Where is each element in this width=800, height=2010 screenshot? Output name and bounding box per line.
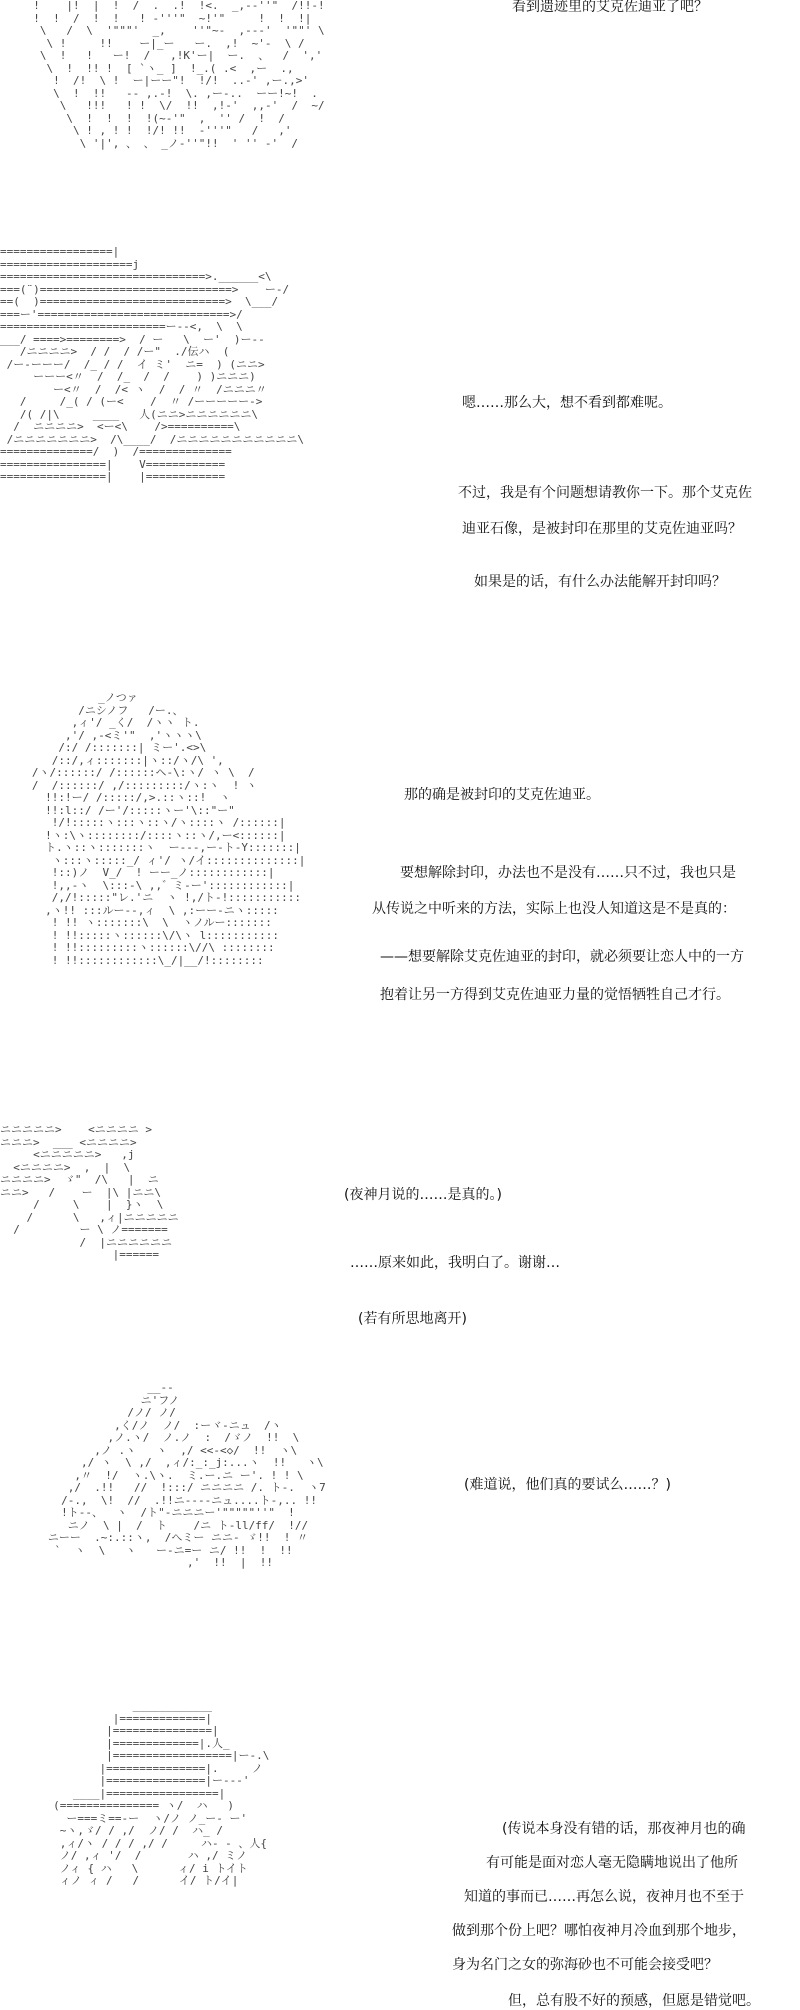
dialogue-line: 如果是的话，有什么办法能解开封印吗？ (474, 574, 726, 590)
dialogue-line: 看到遗迹里的艾克佐迪亚了吧？ (512, 0, 708, 15)
panel-2 (0, 246, 800, 666)
dialogue-line: 那的确是被封印的艾克佐迪亚。 (404, 787, 600, 803)
dialogue-line: 要想解除封印，办法也不是没有……只不过，我也只是 (400, 865, 736, 881)
dialogue-line: 从传说之中听来的方法，实际上也没人知道这是不是真的： (372, 901, 736, 917)
panel-4 (0, 1124, 800, 1364)
dialogue-line: 嗯……那么大，想不看到都难呢。 (462, 395, 672, 411)
ascii-art-figure: _ノつァ /ニシノフ /ー.、 ,ィ'/ _く/ /ヽヽ ト. ,'/ ,-<ミ'" ,'ヽヽヽ\ /:/ /:::::::| ミー'.<>\ /::/,ィ:::::::|ヽ::/ヽ/\ ', /ヽ/::::::/ /::::::ヘ-\:ヽ/ ヽ \ / / /::::::/ ,/:::::::::/ヽ:ヽ ! ヽ !!:!ー/ /:::::/,>.::ヽ::! ヽ !!:l::/ /ー'/:::::ヽー'\::"ー" !/!:::::ヽ:::ヽ::ヽ/ヽ::::ヽ /::::::| !ヽ:\ヽ::::::::/::::ヽ::ヽ/,ー<::::::| ト.ヽ::ヽ:::::::ヽ ー---,ー-ト-Y:::::::| ヽ:::ヽ:::::_/ ィ'/ ヽ/イ::::::::::::::| !::)ノ V_/ ! ーー_ノ::::::::::::| !,,-ヽ \:::-\ ,,゛ミ-ー'::::::::::::| /,/!:::::"レ.'ニ ヽ !,/ト-!::::::::::: ,ヽ!! :::ルー--,ィ \ ,:ーー-ニヽ::::: ! !! ヽ:::::::\ \ ヽノルー::::::: ! !!:::::ヽ::::::\/\ヽ l::::::::::: ! !!:::::::::ヽ::::::\//\ :::::::: ! !!::::::::::::\_/|__/!:::::::: (31, 692, 306, 967)
dialogue-line: (传说本身没有错的话，那夜神月也的确 (502, 1821, 746, 1837)
dialogue-line: 有可能是面对恋人毫无隐瞒地说出了他所 (486, 1855, 738, 1871)
dialogue-line: 抱着让另一方得到艾克佐迪亚力量的觉悟牺牲自己才行。 (380, 987, 730, 1003)
dialogue-line: (难道说，他们真的要试么……？) (464, 1477, 671, 1493)
dialogue-line: 做到那个份上吧？哪怕夜神月冷血到那个地步， (452, 1923, 746, 1939)
panel-1 (0, 0, 800, 210)
dialogue-line: 身为名门之女的弥海砂也不可能会接受吧？ (452, 1957, 718, 1973)
dialogue-line: (若有所思地离开) (358, 1311, 467, 1327)
ascii-art-figure: ____________ |=============| |===============| |=============|.人_ |==================|ー-.\ |===============|. ノ |===============|ー---' ____|=================| (=============== ヽ/ ハ ) ー===ミ==-ー ヽ/ノ ノ_ー- ー' ~ヽ,ゞ/ / ,/ ノ/ / ハ_ / ,ィ/ヽ / / / ,/ / ハ- - 、人{ ノ/ ,ィ '/ / ハ ,/ ミノ ノィ { ハ \ ィ/ i トイト ィノ ィ / / イ/ ト/イ| (53, 1700, 270, 1887)
panel-6 (0, 1700, 800, 2009)
ascii-art-figure: ! |! | ! / . .! !<. _,--''" /!!-! ! ! / ! ! ! -'''" ~!'" ! ! !| \ / \ '"""' _, ''"~- ,---' '""' \ \ ! !! ー|_ー ー. ,! ~'- \ / \ ! ! ー! / ,!K'ー| ー. 、 / ',' \ ! !! ! [ `ヽ_ ] !_.( .< ,ー ., ! /! \ ! ー|ーー"! !/! ..-' ,ー.,>' \ ! !! -- ,.-! \. ,ー-.. ーー!~! . \ !!! ! ! \/ !! ,!-' ,,-' / ~/ \ ! ! ! !(~-'" , '' / ! / \ ! , ! ! !/! !! -'''" / ,' \ '|', 、 、 _ノ-''"!! ' '' -' / (33, 0, 325, 150)
dialogue-line: ……原来如此，我明白了。谢谢… (350, 1255, 560, 1271)
dialogue-line: 迪亚石像，是被封印在那里的艾克佐迪亚吗？ (462, 521, 742, 537)
dialogue-line: ——想要解除艾克佐迪亚的封印，就必须要让恋人中的一方 (380, 949, 744, 965)
dialogue-line: 不过，我是有个问题想请教你一下。那个艾克佐 (458, 485, 752, 501)
dialogue-line: (夜神月说的……是真的。) (344, 1187, 502, 1203)
dialogue-line: 但，总有股不好的预感，但愿是错觉吧。 (508, 1993, 760, 2009)
ascii-art-figure: =================| ====================j ===============================>.______<\ ===(¨)=============================> ー-/ ==( )============================> \___/ ===ー'=============================>/ =========================ー--<, \ \ ___/ ====>========> / ー \ ー' )ー-- /ニニニニ> / / / /ー" ./伝ハ ( /ー-ーーー/ /_ / / イ ミ' ニ= ) (ニニ> ーーー<〃 / /_ / / ) )ニニニ) ー<〃 / /< ヽ / / 〃 /ニニニ〃 / /_( / (ー< / 〃 /ーーーーー-> /( /|\ ____ 人(ニニ>ニニニニニニ\ / ニニニニ> <ー<\ />==========\ /ニニニニニニニ> /\____/ /ニニニニニニニニニニニ\ ==============/ ) /============== ================| V============ ================| |============ (0, 246, 304, 483)
ascii-art-figure: ニニニニニ> <ニニニニ > ニニニ> ___ <ニニニニ> <ニニニニニ> ,j <ニニニニ> , | \ ニニニニ> ゞ" /\ | ニ ニニ> / ー |\ |ニニ\ / \ | }ヽ \ / \ ,ィ|ニニニニニ / ー \ ノ======= / |ニニニニニニ |====== (0, 1124, 179, 1261)
panel-3 (0, 692, 800, 1102)
ascii-art-figure: __-- ニ'フノ /ノ/ ノ/ ,く/ノ ノ/ :ーヾ-ニュ /ヽ ,ノ.ヽ/ ノ.ノ : /ゞノ !! \ ,ノ .ヽ ヽ ,/ <<-<◇/ !! ヽ\ ,/ ヽ \ ,/ ,ィ/:_:_j:...ヽ !! ヽ\ ,〃 !/ ヽ.\ヽ. ミ.ー.ニ ー'. ! ! \ ,/ .!! // !:::/ ニニニニ /. ト-. ヽ7 /-., \! // .!!ニ----ニュ....ト-,.. !! !ト--、 ヽ /ト"-ニニニー'"""""''" ! ニノ \ | / ト /ニ ト-ll/ff/ !// ニーー .~:.::ヽ, /へミー ニニ- ゞ!! ! 〃 ` ヽ \ ヽ ー-ニ=ー ニ/ !! ! !! ,' !! | !! (47, 1382, 326, 1569)
dialogue-line: 知道的事而已……再怎么说，夜神月也不至于 (464, 1889, 744, 1905)
panel-5 (0, 1382, 800, 1682)
